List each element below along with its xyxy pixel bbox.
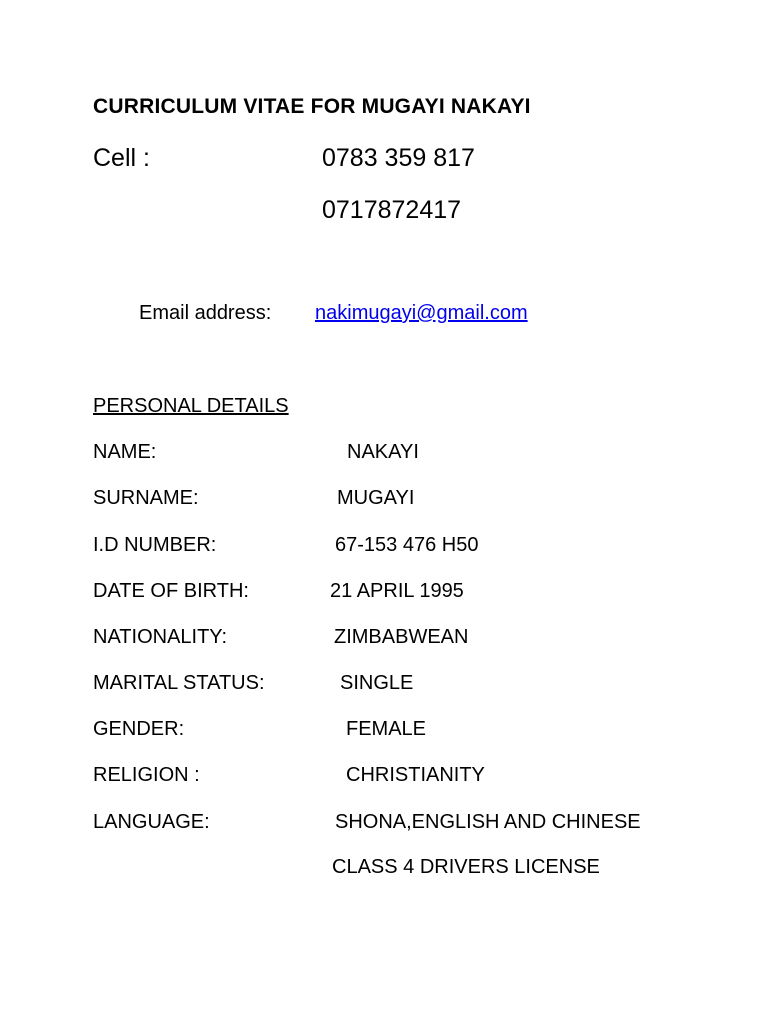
detail-value-marital-status: SINGLE: [340, 672, 414, 694]
detail-label-gender: GENDER:: [93, 718, 185, 740]
detail-label-religion: RELIGION :: [93, 764, 200, 786]
detail-label-name: NAME:: [93, 441, 157, 463]
email-link[interactable]: nakimugayi@gmail.com: [315, 302, 528, 324]
detail-value-religion: CHRISTIANITY: [346, 764, 485, 786]
detail-label-marital-status: MARITAL STATUS:: [93, 672, 265, 694]
detail-value-surname: MUGAYI: [337, 487, 415, 509]
detail-label-nationality: NATIONALITY:: [93, 626, 228, 648]
detail-label-surname: SURNAME:: [93, 487, 199, 509]
detail-value-drivers-license: CLASS 4 DRIVERS LICENSE: [332, 856, 600, 878]
detail-label-language: LANGUAGE:: [93, 811, 210, 833]
detail-label-id-number: I.D NUMBER:: [93, 534, 217, 556]
detail-value-id-number: 67-153 476 H50: [335, 534, 479, 556]
detail-value-name: NAKAYI: [347, 441, 419, 463]
document-title: CURRICULUM VITAE FOR MUGAYI NAKAYI: [93, 95, 531, 118]
detail-value-gender: FEMALE: [346, 718, 427, 740]
cell-number-primary: 0783 359 817: [322, 144, 475, 172]
section-title-personal-details: PERSONAL DETAILS: [93, 395, 289, 417]
detail-value-language: SHONA,ENGLISH AND CHINESE: [335, 811, 641, 833]
cell-label: Cell :: [93, 144, 150, 172]
email-label: Email address:: [139, 302, 272, 324]
cell-number-secondary: 0717872417: [322, 196, 462, 224]
detail-label-date-of-birth: DATE OF BIRTH:: [93, 580, 249, 602]
detail-value-nationality: ZIMBABWEAN: [334, 626, 469, 648]
detail-value-date-of-birth: 21 APRIL 1995: [330, 580, 464, 602]
